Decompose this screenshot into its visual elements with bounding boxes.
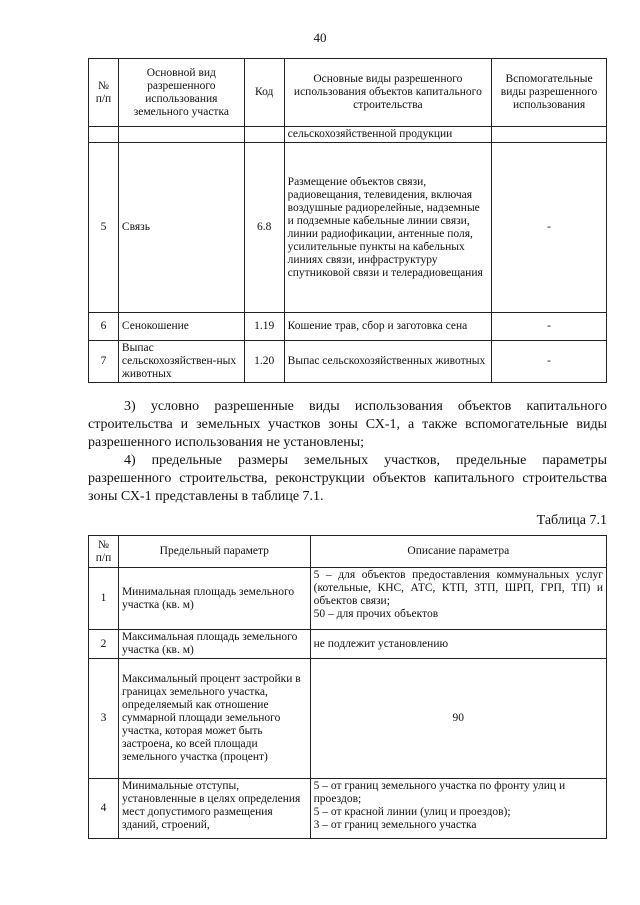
- header-num: № п/п: [89, 59, 119, 127]
- header-main-capital: Основные виды разрешенного использования объектов капитального строительства: [284, 59, 491, 127]
- row-param: Максимальный процент застройки в границах земельного участка, определяемый как отношение суммарной площади земельного участка, которая может быть застроена, ко всей площади земельного участка (процент): [118, 659, 310, 779]
- row-kind: Сенокошение: [118, 313, 244, 341]
- desc-line: 5 – от красной линии (улиц и проездов);: [313, 806, 511, 818]
- page-number: 40: [313, 30, 327, 45]
- header-code: Код: [244, 59, 284, 127]
- row-main: Кошение трав, сбор и заготовка сена: [284, 313, 491, 341]
- row-param: Максимальная площадь земельного участка (кв. м): [118, 630, 310, 659]
- table-row: [89, 779, 607, 839]
- row-num: 3: [89, 659, 119, 779]
- row-code: 1.19: [244, 313, 284, 341]
- row-num: 6: [89, 313, 119, 341]
- table-row: [89, 341, 607, 383]
- limit-parameters-table: [88, 535, 607, 839]
- header-parameter: Предельный параметр: [118, 536, 310, 568]
- row-num: 4: [89, 779, 119, 839]
- header-description: Описание параметра: [310, 536, 606, 568]
- row-desc: [310, 630, 606, 659]
- continuation-text: сельскохозяйственной продукции: [284, 127, 491, 143]
- desc-line: 5 – от границ земельного участка по фронту улиц и проездов;: [313, 780, 566, 805]
- paragraph-4: 4) предельные размеры земельных участков, предельные параметры разрешенного строительства, реконструкции объектов капитального строительства зоны СХ-1 представлены в таблице 7.1.: [88, 453, 607, 504]
- row-kind: Связь: [118, 143, 244, 313]
- row-param: Минимальные отступы, установленные в целях определения мест допустимого размещения зданий, строений,: [118, 779, 310, 839]
- row-kind: Выпас сельскохозяйствен-ных животных: [118, 341, 244, 383]
- row-desc: [310, 568, 606, 630]
- permitted-use-table: [88, 58, 607, 383]
- row-aux: -: [492, 143, 607, 313]
- table-header-row: [89, 59, 607, 127]
- row-code: 1.20: [244, 341, 284, 383]
- row-code: 6.8: [244, 143, 284, 313]
- desc-line: 5 – для объектов предоставления коммунальных услуг (котельные, КНС, АТС, КТП, ЗТП, ШРП, ГРП, ТП) и объектов связи;: [313, 569, 603, 607]
- row-num: 1: [89, 568, 119, 630]
- row-aux: -: [492, 341, 607, 383]
- header-num: № п/п: [89, 536, 119, 568]
- desc-line: не подлежит установлению: [313, 637, 449, 650]
- row-num: 7: [89, 341, 119, 383]
- table-row: [89, 568, 607, 630]
- table-row: [89, 313, 607, 341]
- row-desc: [310, 779, 606, 839]
- table-caption: Таблица 7.1: [536, 513, 607, 528]
- table-row: [89, 630, 607, 659]
- desc-line: 3 – от границ земельного участка: [313, 819, 477, 831]
- desc-line: 50 – для прочих объектов: [313, 608, 439, 620]
- row-num: 2: [89, 630, 119, 659]
- table-header-row: [89, 536, 607, 568]
- paragraph-3: 3) условно разрешенные виды использования объектов капитального строительства и земельных участков зоны СХ-1, а также вспомогательные виды разрешенного использования не установлены;: [88, 399, 607, 450]
- row-param: Минимальная площадь земельного участка (кв. м): [118, 568, 310, 630]
- table-row: [89, 143, 607, 313]
- table-row: [89, 659, 607, 779]
- row-num: 5: [89, 143, 119, 313]
- row-desc: [310, 659, 606, 779]
- header-auxiliary: Вспомогательные виды разрешенного использования: [492, 59, 607, 127]
- desc-line: 90: [452, 712, 465, 724]
- table-row: [89, 127, 607, 143]
- row-main: Выпас сельскохозяйственных животных: [284, 341, 491, 383]
- row-main: Размещение объектов связи, радиовещания, телевидения, включая воздушные радиорелейные, надземные и подземные кабельные линии связи, линии радиофикации, антенные поля, усилительные пункты на кабельных линиях связи, инфраструктуру спутниковой связи и телерадиовещания: [284, 143, 491, 313]
- row-aux: -: [492, 313, 607, 341]
- header-main-kind: Основной вид разрешенного использования земельного участка: [118, 59, 244, 127]
